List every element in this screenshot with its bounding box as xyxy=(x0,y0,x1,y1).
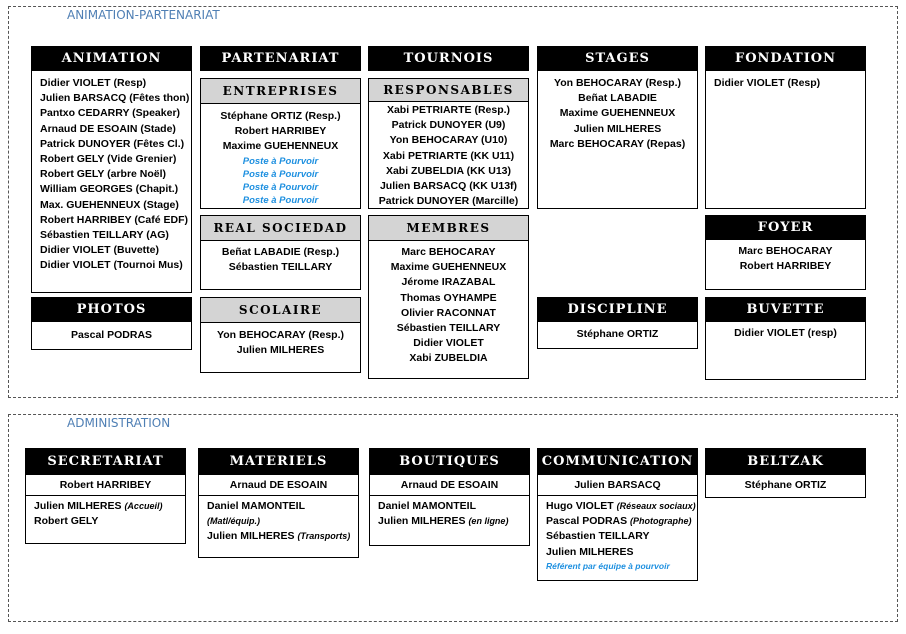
materiels-member-name: Daniel MAMONTEIL xyxy=(207,500,306,512)
animation-member: Julien BARSACQ (Fêtes thon) xyxy=(40,92,190,105)
communication-member xyxy=(538,545,697,560)
membres-member: Sébastien TEILLARY xyxy=(396,322,501,335)
communication-member xyxy=(538,529,697,544)
stages-member: Marc BEHOCARAY (Repas) xyxy=(549,137,686,150)
entreprises-member: Robert HARRIBEY xyxy=(234,125,327,138)
scolaire-member-list xyxy=(201,323,360,358)
materiels-member xyxy=(199,499,358,514)
materiels-member-note: (Matl/équip.) xyxy=(207,516,260,527)
entreprises-member: Maxime GUEHENNEUX xyxy=(222,140,339,153)
communication-member xyxy=(538,514,697,529)
responsables-member: Xabi PETRIARTE (KK U11) xyxy=(382,149,515,162)
scolaire-header: SCOLAIRE xyxy=(201,298,360,323)
real-sociedad-member: Sébastien TEILLARY xyxy=(228,261,333,274)
photos-header: PHOTOS xyxy=(32,298,191,322)
membres-header: MEMBRES xyxy=(369,216,528,241)
entreprises-header: ENTREPRISES xyxy=(201,79,360,104)
communication-member-name: Julien MILHERES xyxy=(546,545,634,558)
scolaire-box xyxy=(200,297,361,373)
secretariat-member xyxy=(26,499,185,514)
communication-member-name: Pascal PODRAS xyxy=(546,515,628,528)
communication-header: COMMUNICATION xyxy=(538,449,697,475)
boutiques-box xyxy=(369,448,530,546)
open-post-label: Poste à Pourvoir xyxy=(242,181,319,193)
secretariat-lead: Robert HARRIBEY xyxy=(26,475,185,496)
secretariat-member-note: (Accueil) xyxy=(124,501,163,511)
membres-member: Marc BEHOCARAY xyxy=(401,246,496,258)
animation-member: Didier VIOLET (Resp) xyxy=(40,77,147,89)
real-sociedad-header: REAL SOCIEDAD xyxy=(201,216,360,241)
secretariat-box xyxy=(25,448,186,544)
section-title-administration: ADMINISTRATION xyxy=(67,416,171,430)
secretariat-member-name: Robert GELY xyxy=(34,515,99,528)
stages-member: Maxime GUEHENNEUX xyxy=(559,107,676,120)
membres-member-list xyxy=(369,241,528,367)
photos-box xyxy=(31,297,192,350)
animation-member: Max. GUEHENNEUX (Stage) xyxy=(40,198,179,211)
section-title-animation-partenariat: ANIMATION-PARTENARIAT xyxy=(67,8,220,22)
materiels-member-name: Julien MILHERES xyxy=(207,530,295,543)
materiels-header: MATERIELS xyxy=(199,449,358,475)
responsables-member: Patrick DUNOYER (Marcille) xyxy=(378,195,519,208)
entreprises-member-list xyxy=(201,104,360,155)
real-sociedad-member: Beñat LABADIE (Resp.) xyxy=(221,246,340,258)
partenariat-header: PARTENARIAT xyxy=(201,47,360,70)
secretariat-member-list xyxy=(26,496,185,529)
boutiques-member xyxy=(370,499,529,514)
materiels-lead: Arnaud DE ESOAIN xyxy=(199,475,358,496)
communication-member-name: Hugo VIOLET xyxy=(546,500,614,512)
fondation-member-list xyxy=(706,71,865,91)
responsables-member-list xyxy=(369,102,528,209)
secretariat-member-name: Julien MILHERES xyxy=(34,500,122,512)
animation-member-list xyxy=(32,71,191,274)
open-post-label: Poste à Pourvoir xyxy=(242,168,319,180)
buvette-member-list xyxy=(706,322,865,341)
responsables-box xyxy=(368,78,529,209)
entreprises-open-posts xyxy=(201,155,360,207)
boutiques-header: BOUTIQUES xyxy=(370,449,529,475)
responsables-member: Xabi ZUBELDIA (KK U13) xyxy=(385,164,512,177)
fondation-box xyxy=(705,46,866,209)
real-sociedad-box xyxy=(200,215,361,290)
boutiques-member-note: (en ligne) xyxy=(468,516,509,527)
communication-member-name: Sébastien TEILLARY xyxy=(546,530,650,543)
stages-member: Beñat LABADIE xyxy=(578,92,657,105)
tournois-header-box xyxy=(368,46,529,71)
communication-member-note: (Réseaux sociaux) xyxy=(616,501,696,511)
communication-open-post: Référent par équipe à pourvoir xyxy=(546,560,670,571)
communication-member-note: (Photographe) xyxy=(630,516,692,527)
secretariat-member xyxy=(26,514,185,529)
materiels-member-note: (Transports) xyxy=(297,531,351,542)
stages-member-list xyxy=(538,71,697,152)
entreprises-member: Stéphane ORTIZ (Resp.) xyxy=(220,110,341,122)
beltzak-member: Stéphane ORTIZ xyxy=(744,479,827,491)
membres-box xyxy=(368,215,529,379)
entreprises-box xyxy=(200,78,361,209)
materiels-box xyxy=(198,448,359,558)
membres-member: Thomas OYHAMPE xyxy=(400,291,497,304)
stages-box xyxy=(537,46,698,209)
discipline-box xyxy=(537,297,698,349)
animation-member: William GEORGES (Chapit.) xyxy=(40,183,179,196)
boutiques-member-name: Julien MILHERES xyxy=(378,515,466,528)
fondation-header: FONDATION xyxy=(706,47,865,71)
discipline-member-list xyxy=(538,322,697,342)
boutiques-member-list xyxy=(370,496,529,529)
photos-member-list xyxy=(32,322,191,343)
responsables-header: RESPONSABLES xyxy=(369,79,528,102)
stages-header: STAGES xyxy=(538,47,697,71)
responsables-member: Xabi PETRIARTE (Resp.) xyxy=(386,104,511,116)
membres-member: Xabi ZUBELDIA xyxy=(409,352,488,365)
foyer-member-list xyxy=(706,240,865,274)
membres-member: Jérome IRAZABAL xyxy=(401,276,496,289)
communication-lead: Julien BARSACQ xyxy=(538,475,697,496)
stages-member: Yon BEHOCARAY (Resp.) xyxy=(554,77,681,89)
animation-member: Robert HARRIBEY (Café EDF) xyxy=(40,213,188,226)
boutiques-lead: Arnaud DE ESOAIN xyxy=(370,475,529,496)
open-post-label: Poste à Pourvoir xyxy=(242,155,319,167)
responsables-member: Yon BEHOCARAY (U10) xyxy=(389,134,508,147)
materiels-member xyxy=(199,529,358,544)
real-sociedad-member-list xyxy=(201,241,360,275)
secretariat-header: SECRETARIAT xyxy=(26,449,185,475)
discipline-header: DISCIPLINE xyxy=(538,298,697,322)
animation-member: Sébastien TEILLARY (AG) xyxy=(40,229,169,242)
open-post-label: Poste à Pourvoir xyxy=(242,194,319,206)
tournois-header: TOURNOIS xyxy=(369,47,528,70)
stages-member: Julien MILHERES xyxy=(573,122,662,135)
beltzak-member-list xyxy=(706,475,865,493)
materiels-member xyxy=(199,514,358,529)
buvette-member: Didier VIOLET (resp) xyxy=(734,327,837,339)
membres-member: Olivier RACONNAT xyxy=(401,306,496,319)
communication-box xyxy=(537,448,698,581)
animation-box xyxy=(31,46,192,293)
animation-member: Pantxo CEDARRY (Speaker) xyxy=(40,107,181,120)
materiels-member-list xyxy=(199,496,358,545)
animation-member: Robert GELY (arbre Noël) xyxy=(40,168,167,181)
animation-member: Didier VIOLET (Buvette) xyxy=(40,244,160,257)
responsables-member: Julien BARSACQ (KK U13f) xyxy=(379,180,518,193)
buvette-box xyxy=(705,297,866,380)
membres-member: Maxime GUEHENNEUX xyxy=(390,261,507,274)
photos-member: Pascal PODRAS xyxy=(70,329,153,341)
animation-member: Arnaud DE ESOAIN (Stade) xyxy=(40,122,176,135)
foyer-header: FOYER xyxy=(706,216,865,240)
discipline-member: Stéphane ORTIZ xyxy=(576,328,659,340)
beltzak-box xyxy=(705,448,866,498)
communication-member xyxy=(538,499,697,514)
foyer-member: Marc BEHOCARAY xyxy=(738,245,833,257)
responsables-member: Patrick DUNOYER (U9) xyxy=(391,119,506,132)
animation-member: Patrick DUNOYER (Fêtes Cl.) xyxy=(40,137,185,150)
beltzak-header: BELTZAK xyxy=(706,449,865,475)
fondation-member: Didier VIOLET (Resp) xyxy=(714,77,821,89)
foyer-box xyxy=(705,215,866,290)
boutiques-member xyxy=(370,514,529,529)
partenariat-header-box xyxy=(200,46,361,71)
boutiques-member-name: Daniel MAMONTEIL xyxy=(378,500,477,512)
scolaire-member: Julien MILHERES xyxy=(236,344,325,357)
foyer-member: Robert HARRIBEY xyxy=(739,260,832,273)
buvette-header: BUVETTE xyxy=(706,298,865,322)
communication-member-list xyxy=(538,496,697,560)
animation-member: Robert GELY (Vide Grenier) xyxy=(40,153,177,166)
animation-member: Didier VIOLET (Tournoi Mus) xyxy=(40,259,183,272)
animation-header: ANIMATION xyxy=(32,47,191,71)
membres-member: Didier VIOLET xyxy=(413,337,484,350)
scolaire-member: Yon BEHOCARAY (Resp.) xyxy=(217,329,344,341)
